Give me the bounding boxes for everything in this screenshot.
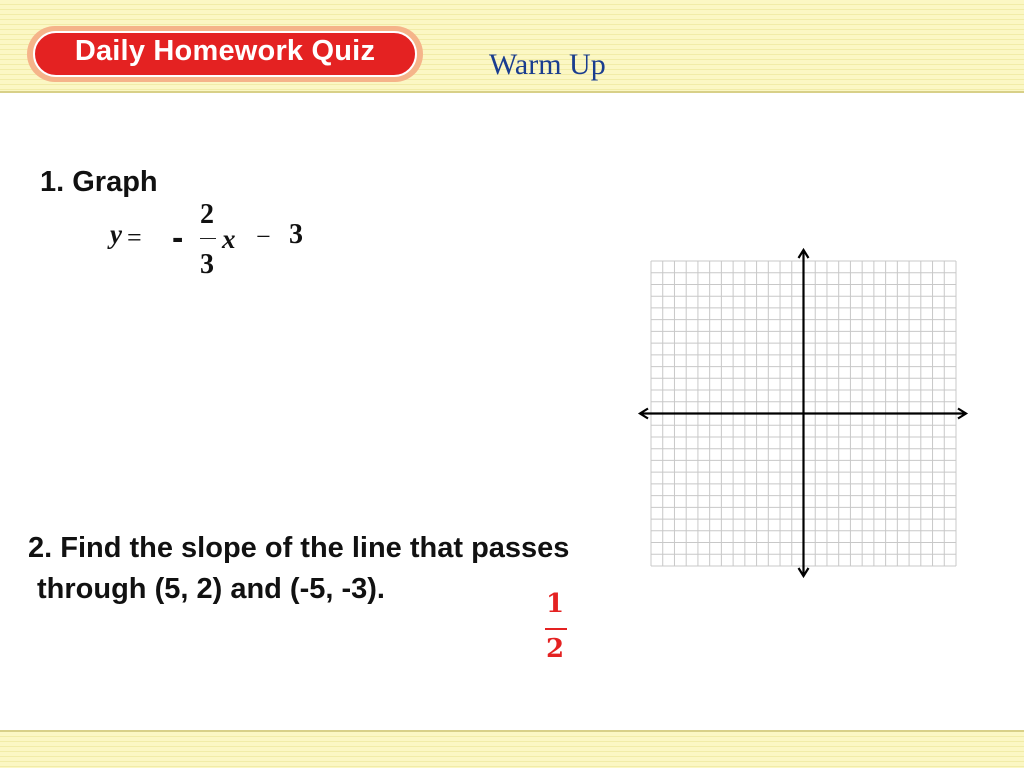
equation-equals: = bbox=[127, 223, 142, 252]
equation-fraction-bar bbox=[200, 238, 216, 239]
answer-numerator: 1 bbox=[546, 589, 565, 619]
footer-band bbox=[0, 730, 1024, 768]
answer-fraction-bar bbox=[545, 628, 567, 630]
equation-denominator: 3 bbox=[200, 249, 214, 280]
question-2-line-1: 2. Find the slope of the line that passes bbox=[28, 532, 570, 564]
equation-constant: 3 bbox=[289, 219, 303, 250]
quiz-badge bbox=[27, 26, 423, 82]
section-title: Warm Up bbox=[489, 48, 606, 81]
equation-x: x bbox=[222, 224, 236, 254]
question-2-line-2: through (5, 2) and (-5, -3). bbox=[37, 573, 385, 605]
answer-denominator: 2 bbox=[546, 634, 565, 664]
quiz-badge-label: Daily Homework Quiz bbox=[33, 31, 417, 77]
question-1-prompt: 1. Graph bbox=[40, 166, 158, 198]
coordinate-grid bbox=[636, 246, 972, 582]
equation-y: y bbox=[110, 219, 122, 249]
equation-numerator: 2 bbox=[200, 199, 214, 230]
equation-minus: − bbox=[256, 222, 271, 251]
equation-sign: - bbox=[172, 219, 184, 257]
